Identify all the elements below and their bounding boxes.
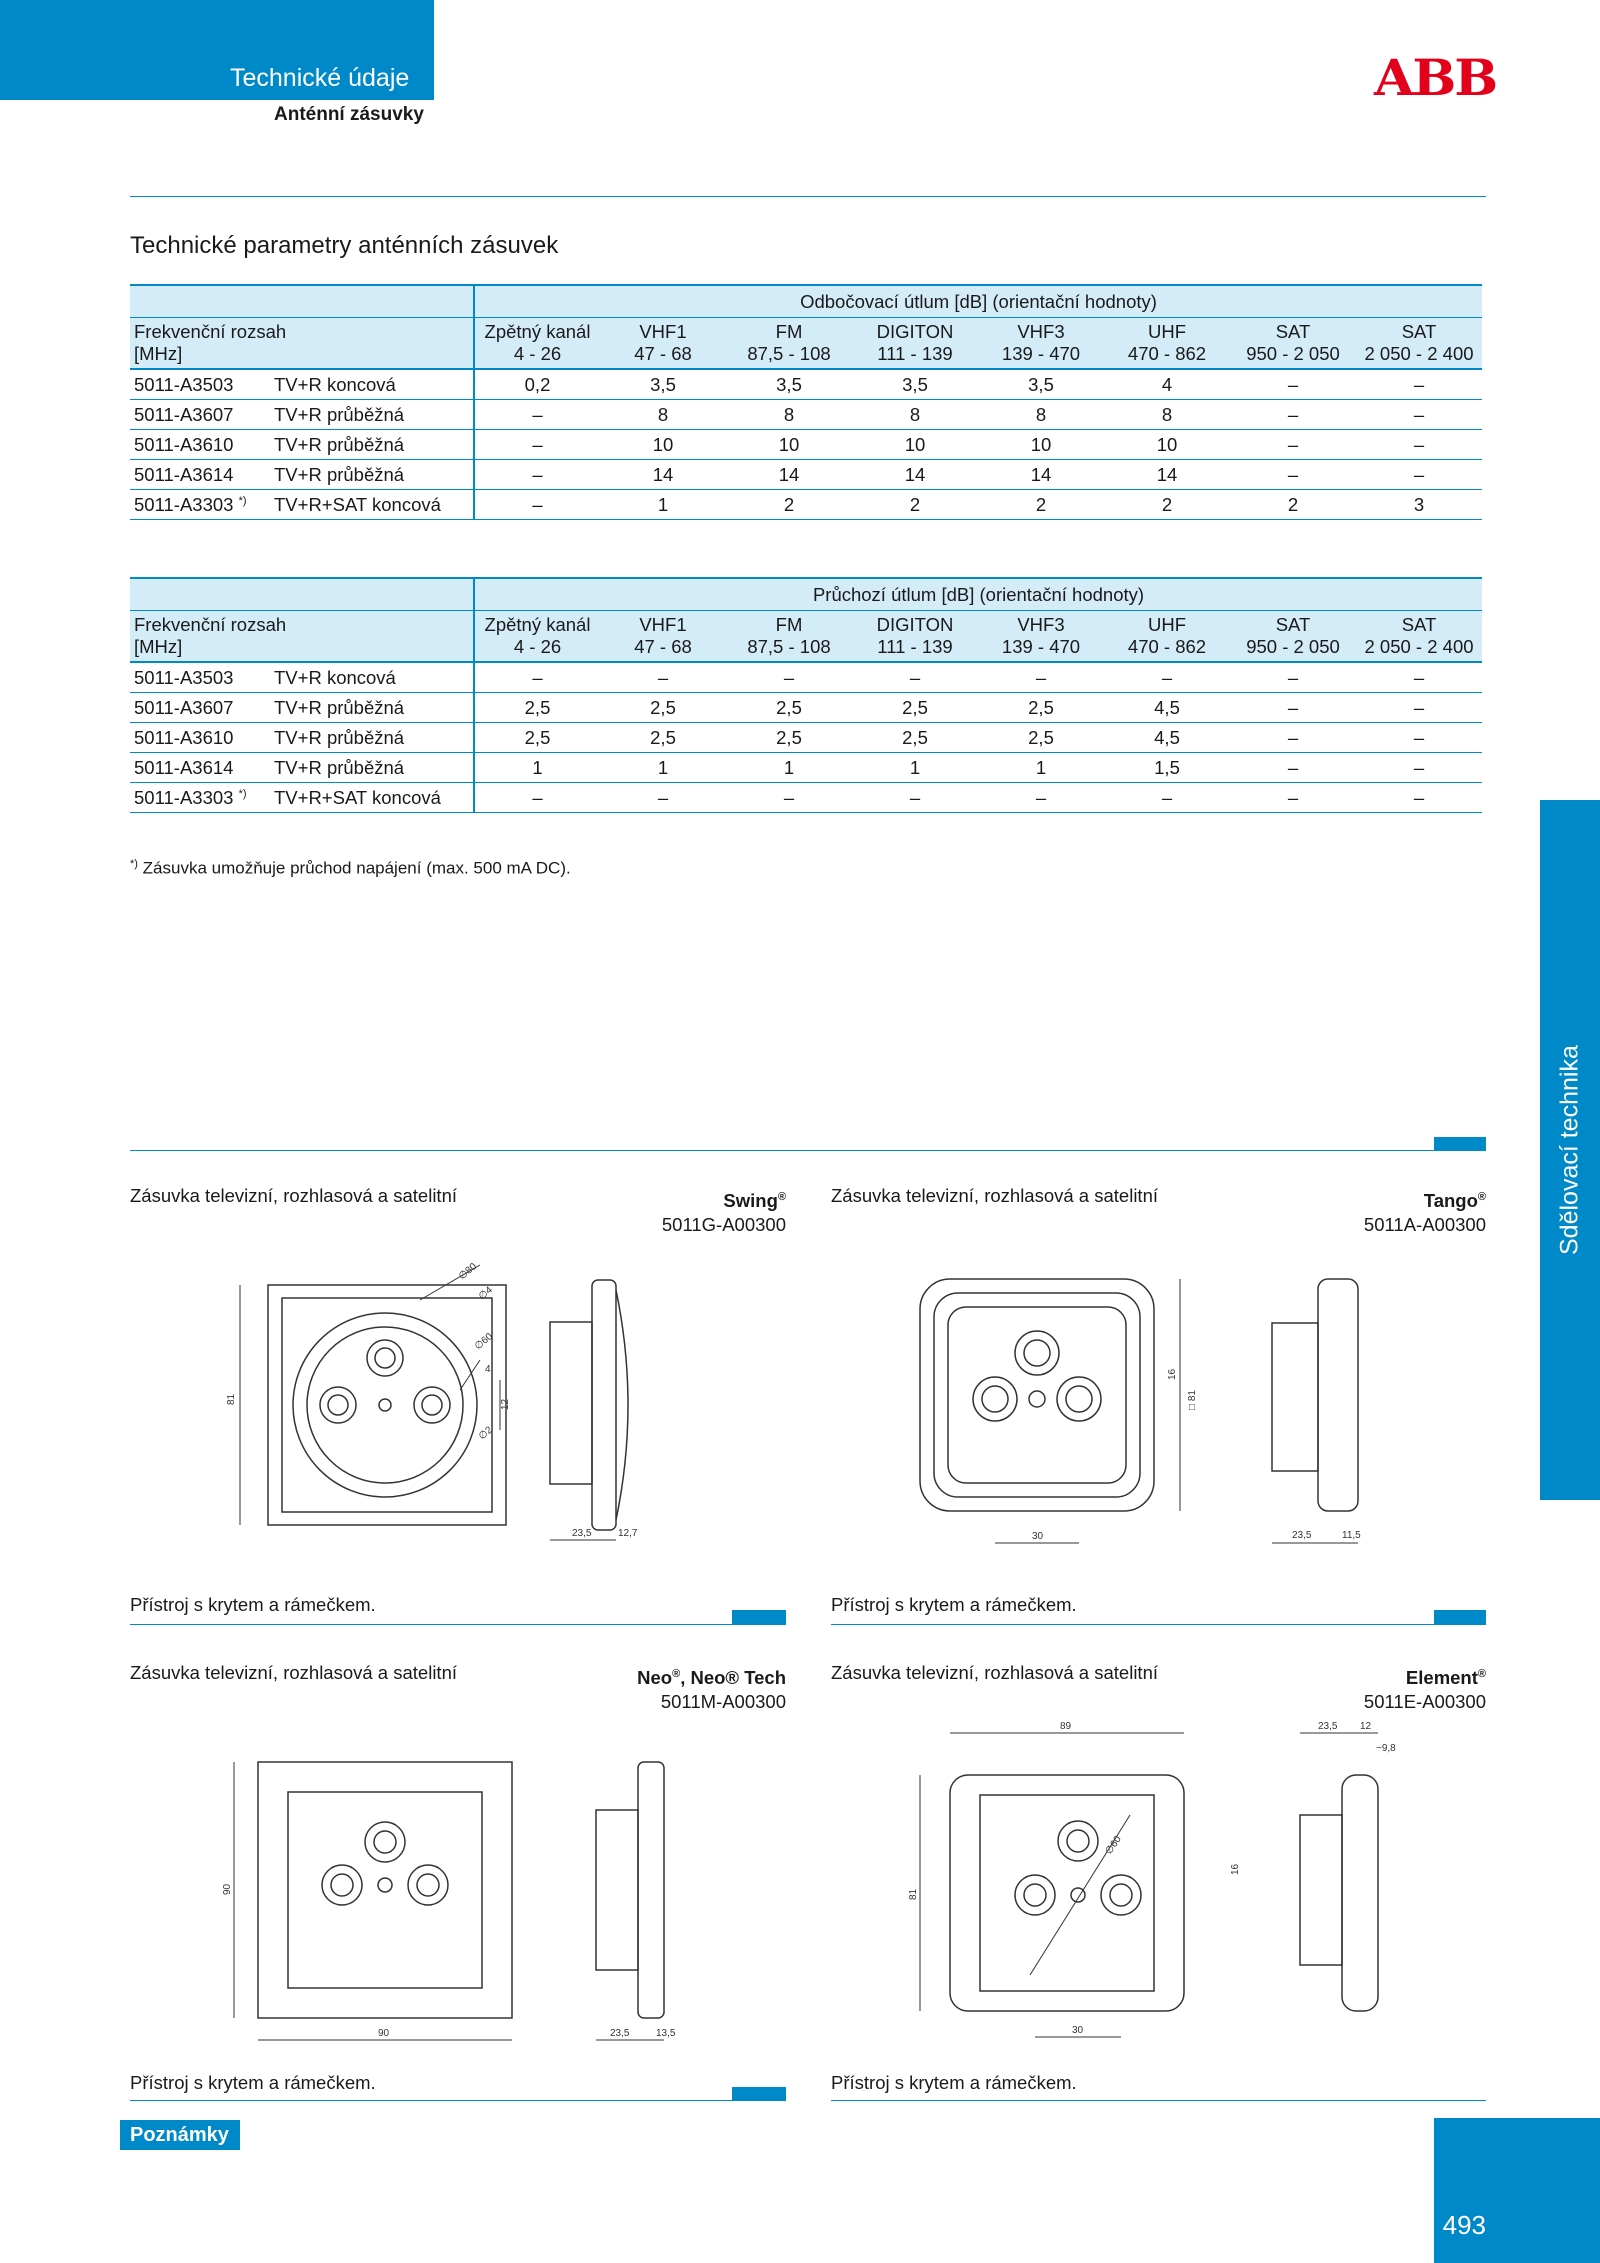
table-cell: 10 <box>1104 430 1230 460</box>
product-caption: Zásuvka televizní, rozhlasová a satelitní <box>130 1662 457 1683</box>
table-cell: – <box>726 783 852 813</box>
column-header: FM 87,5 - 108 <box>726 611 852 663</box>
table-cell: 2,5 <box>852 693 978 723</box>
dim-depth2: 12,7 <box>618 1528 638 1539</box>
table-cell: – <box>726 662 852 693</box>
product-type: TV+R průběžná <box>270 400 474 430</box>
dim-depth: 23,5 <box>610 2028 630 2039</box>
table-cell: – <box>474 490 600 520</box>
table-cell: – <box>1356 753 1482 783</box>
dim-height: 81 <box>226 1393 237 1405</box>
dim-d1: ∅80 <box>456 1261 480 1283</box>
product-code: 5011-A3607 <box>130 693 270 723</box>
dim-height: 81 <box>908 1888 919 1900</box>
table-cell: – <box>978 783 1104 813</box>
table-cell: – <box>1230 430 1356 460</box>
table-cell: – <box>474 400 600 430</box>
page-number: 493 <box>1442 2210 1486 2240</box>
table-cell: 3,5 <box>726 369 852 400</box>
table-cell: – <box>1356 369 1482 400</box>
table-cell: 8 <box>1104 400 1230 430</box>
table-cell: 14 <box>726 460 852 490</box>
table-cell: 3,5 <box>600 369 726 400</box>
product-type: TV+R koncová <box>270 662 474 693</box>
table-cell: 2 <box>978 490 1104 520</box>
table-cell: 2,5 <box>474 723 600 753</box>
table-cell: 14 <box>1104 460 1230 490</box>
table-cell: – <box>852 662 978 693</box>
table-cell: – <box>474 460 600 490</box>
table-cell: – <box>1356 460 1482 490</box>
neo-drawing <box>220 1730 700 2055</box>
element-drawing <box>880 1715 1420 2060</box>
table-cell: 10 <box>978 430 1104 460</box>
product-name: Neo®, Neo® Tech 5011M-A00300 <box>637 1667 786 1713</box>
column-header: SAT 950 - 2 050 <box>1230 611 1356 663</box>
abb-logo: ABB <box>1374 49 1497 108</box>
column-header: VHF3 139 - 470 <box>978 611 1104 663</box>
column-header: VHF1 47 - 68 <box>600 318 726 370</box>
product-code: 5011-A3303 *) <box>130 783 270 813</box>
table-cell: – <box>852 783 978 813</box>
column-header: UHF 470 - 862 <box>1104 611 1230 663</box>
column-header: DIGITON 111 - 139 <box>852 611 978 663</box>
table-cell: 3 <box>1356 490 1482 520</box>
table-row <box>130 723 1482 753</box>
product-type: TV+R+SAT koncová <box>270 783 474 813</box>
dim-height: 90 <box>222 1883 233 1895</box>
table-cell: – <box>1356 783 1482 813</box>
product-code: 5011-A3503 <box>130 662 270 693</box>
table-cell: 1 <box>600 753 726 783</box>
table-cell: 2,5 <box>600 693 726 723</box>
table-row <box>130 753 1482 783</box>
branch-attenuation-table <box>130 284 1482 520</box>
table-row <box>130 662 1482 693</box>
notes-label: Poznámky <box>120 2120 240 2150</box>
column-header: FM 87,5 - 108 <box>726 318 852 370</box>
dim-d3: ∅60 <box>472 1331 496 1353</box>
table-cell: – <box>1356 662 1482 693</box>
product-caption: Zásuvka televizní, rozhlasová a satelitní <box>831 1662 1158 1683</box>
table-cell: 2,5 <box>474 693 600 723</box>
product-rule <box>130 2100 786 2101</box>
product-code: 5011-A3614 <box>130 460 270 490</box>
dim-depth: 23,5 <box>1318 1721 1338 1732</box>
product-caption: Zásuvka televizní, rozhlasová a satelitní <box>130 1185 457 1206</box>
footnote: *) Zásuvka umožňuje průchod napájení (max. 500 mA DC). <box>130 858 571 878</box>
table-cell: 1 <box>726 753 852 783</box>
table-cell: 8 <box>852 400 978 430</box>
product-footer: Přístroj s krytem a rámečkem. <box>130 1594 376 1615</box>
table-title: Odbočovací útlum [dB] (orientační hodnoty) <box>474 285 1482 318</box>
table-cell: 4 <box>1104 369 1230 400</box>
table-cell: 8 <box>726 400 852 430</box>
dim-width: 90 <box>378 2028 390 2039</box>
column-header: Zpětný kanál 4 - 26 <box>474 611 600 663</box>
column-header: SAT 2 050 - 2 400 <box>1356 611 1482 663</box>
table-cell: 1 <box>852 753 978 783</box>
product-rule <box>831 1624 1486 1625</box>
table-cell: 2,5 <box>978 723 1104 753</box>
dim-d5: 12 <box>500 1398 511 1410</box>
dim-depth2: 11,5 <box>1342 1530 1361 1541</box>
product-type: TV+R+SAT koncová <box>270 490 474 520</box>
header-title: Technické údaje <box>230 64 410 92</box>
dim-w30: 30 <box>1072 2025 1084 2036</box>
table-cell: 14 <box>600 460 726 490</box>
dim-w30: 30 <box>1032 1531 1044 1542</box>
table-cell: 2,5 <box>852 723 978 753</box>
dim-d6: ∅2 <box>476 1424 495 1443</box>
table-row <box>130 783 1482 813</box>
product-code: 5011-A3303 *) <box>130 490 270 520</box>
table-cell: – <box>600 662 726 693</box>
dim-depth: 23,5 <box>1292 1530 1312 1541</box>
table-cell: 8 <box>978 400 1104 430</box>
table-cell: 14 <box>978 460 1104 490</box>
table-cell: 8 <box>600 400 726 430</box>
table-cell: – <box>1104 783 1230 813</box>
freq-header: Frekvenční rozsah [MHz] <box>130 318 474 370</box>
dim-width: 89 <box>1060 1721 1072 1732</box>
table-cell: – <box>474 662 600 693</box>
column-header: UHF 470 - 862 <box>1104 318 1230 370</box>
product-caption: Zásuvka televizní, rozhlasová a satelitní <box>831 1185 1158 1206</box>
product-code: 5011-A3610 <box>130 430 270 460</box>
table-cell: – <box>1230 460 1356 490</box>
side-tab-label: Sdělovací technika <box>1555 1045 1584 1255</box>
table-cell: 2,5 <box>978 693 1104 723</box>
through-attenuation-table <box>130 577 1482 813</box>
dim-d2: ∅4 <box>476 1284 495 1303</box>
table-cell: 1 <box>600 490 726 520</box>
table-cell: – <box>1230 693 1356 723</box>
section-title: Technické parametry anténních zásuvek <box>130 232 559 259</box>
table-cell: – <box>978 662 1104 693</box>
product-type: TV+R průběžná <box>270 723 474 753</box>
column-header: SAT 950 - 2 050 <box>1230 318 1356 370</box>
column-header: VHF1 47 - 68 <box>600 611 726 663</box>
table-cell: – <box>1230 400 1356 430</box>
product-name: Element® 5011E-A00300 <box>1363 1667 1486 1713</box>
table-cell: – <box>1356 400 1482 430</box>
product-footer: Přístroj s krytem a rámečkem. <box>831 1594 1077 1615</box>
table-cell: 10 <box>600 430 726 460</box>
table-cell: 3,5 <box>978 369 1104 400</box>
product-name: Tango® 5011A-A00300 <box>1363 1190 1486 1236</box>
table-cell: 2 <box>1230 490 1356 520</box>
product-code: 5011-A3607 <box>130 400 270 430</box>
rule-marker <box>1434 1137 1486 1151</box>
rule-marker <box>732 2087 786 2101</box>
product-code: 5011-A3503 <box>130 369 270 400</box>
product-code: 5011-A3610 <box>130 723 270 753</box>
product-code: 5011-A3614 <box>130 753 270 783</box>
dim-d60: ∅60 <box>1103 1834 1124 1857</box>
table-row <box>130 460 1482 490</box>
table-cell: 2,5 <box>726 723 852 753</box>
table-cell: – <box>474 783 600 813</box>
dim-v16: 16 <box>1230 1863 1241 1875</box>
table-row <box>130 430 1482 460</box>
table-cell: – <box>474 430 600 460</box>
table-cell: – <box>600 783 726 813</box>
table-cell: – <box>1230 662 1356 693</box>
swing-drawing <box>220 1240 700 1560</box>
table-cell: 4,5 <box>1104 693 1230 723</box>
tango-drawing <box>900 1265 1420 1560</box>
table-row <box>130 369 1482 400</box>
dim-d98: ~9,8 <box>1376 1743 1396 1754</box>
table-cell: 1 <box>978 753 1104 783</box>
rule-marker <box>732 1610 786 1624</box>
product-type: TV+R průběžná <box>270 753 474 783</box>
table-cell: – <box>1230 753 1356 783</box>
product-type: TV+R průběžná <box>270 430 474 460</box>
column-header: SAT 2 050 - 2 400 <box>1356 318 1482 370</box>
column-header: Zpětný kanál 4 - 26 <box>474 318 600 370</box>
table-cell: 14 <box>852 460 978 490</box>
table-cell: 1 <box>474 753 600 783</box>
table-cell: 2 <box>726 490 852 520</box>
product-type: TV+R průběžná <box>270 460 474 490</box>
table-cell: 10 <box>726 430 852 460</box>
table-cell: 0,2 <box>474 369 600 400</box>
product-rule <box>130 1624 786 1625</box>
rule-marker <box>1434 1610 1486 1624</box>
header-rule <box>130 196 1486 197</box>
product-footer: Přístroj s krytem a rámečkem. <box>130 2072 376 2093</box>
table-cell: 10 <box>852 430 978 460</box>
table-cell: – <box>1356 430 1482 460</box>
table-cell: 2,5 <box>600 723 726 753</box>
dim-d4: 4 <box>485 1364 491 1375</box>
table-cell: 2 <box>1104 490 1230 520</box>
freq-header: Frekvenční rozsah [MHz] <box>130 611 474 663</box>
table-cell: 1,5 <box>1104 753 1230 783</box>
product-type: TV+R průběžná <box>270 693 474 723</box>
table-cell: 2 <box>852 490 978 520</box>
product-type: TV+R koncová <box>270 369 474 400</box>
column-header: DIGITON 111 - 139 <box>852 318 978 370</box>
table-row <box>130 400 1482 430</box>
header-subtitle: Anténní zásuvky <box>274 104 424 125</box>
table-cell: – <box>1230 369 1356 400</box>
dim-depth2: 12 <box>1360 1721 1372 1732</box>
table-row <box>130 693 1482 723</box>
table-cell: – <box>1104 662 1230 693</box>
products-rule <box>130 1150 1486 1151</box>
dim-depth2: 13,5 <box>656 2028 676 2039</box>
table-cell: 2,5 <box>726 693 852 723</box>
dim-depth: 23,5 <box>572 1528 592 1539</box>
product-rule <box>831 2100 1486 2101</box>
product-footer: Přístroj s krytem a rámečkem. <box>831 2072 1077 2093</box>
page-number-box <box>1434 2118 1600 2263</box>
table-cell: – <box>1356 693 1482 723</box>
dim-height: □ 81 <box>1187 1390 1198 1410</box>
product-name: Swing® 5011G-A00300 <box>661 1190 786 1236</box>
table-cell: – <box>1230 723 1356 753</box>
table-cell: 4,5 <box>1104 723 1230 753</box>
table-title: Průchozí útlum [dB] (orientační hodnoty) <box>474 578 1482 611</box>
column-header: VHF3 139 - 470 <box>978 318 1104 370</box>
table-cell: 3,5 <box>852 369 978 400</box>
dim-v16: 16 <box>1167 1368 1178 1380</box>
table-cell: – <box>1356 723 1482 753</box>
table-cell: – <box>1230 783 1356 813</box>
table-row <box>130 490 1482 520</box>
